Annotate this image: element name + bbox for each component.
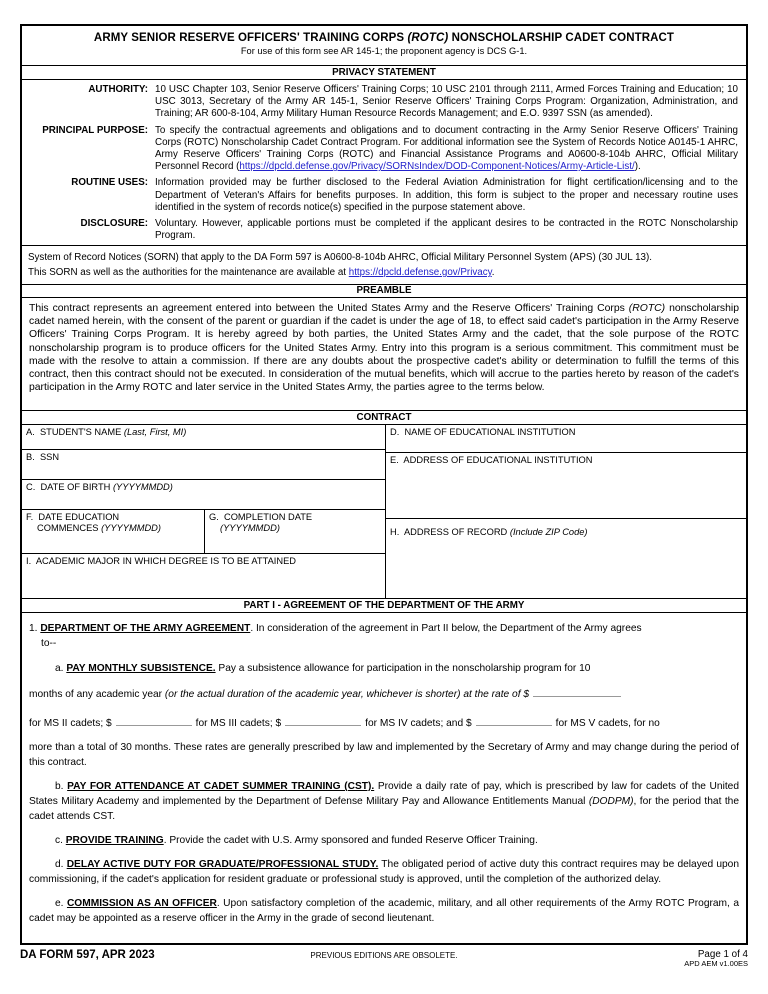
ms5-rate-blank[interactable] — [476, 715, 552, 726]
field-completion-date-label: G. COMPLETION DATE — [209, 512, 313, 522]
field-ssn-label: B. SSN — [26, 452, 60, 462]
paragraph-a-text2-pre: months of any academic year — [29, 689, 165, 700]
routine-uses-label: ROUTINE USES: — [71, 177, 148, 189]
preamble-rotc-italic: (ROTC) — [628, 303, 666, 314]
field-educational-institution-name-label: D. NAME OF EDUCATIONAL INSTITUTION — [390, 427, 576, 437]
paragraph-1-number: 1. — [29, 623, 41, 634]
preamble-text-pre: This contract represents an agreement entered into between the United States Army and the Reserve Officers' Training Corps — [29, 303, 629, 314]
form-subtitle: For use of this form see AR 145-1; the proponent agency is DCS G-1. — [240, 46, 528, 56]
field-date-of-birth-hint: (YYYYMMDD) — [112, 482, 173, 492]
principal-purpose-text — [155, 125, 738, 174]
sorn-index-link[interactable]: https://dpcld.defense.gov/Privacy/SORNsIndex/DOD-Component-Notices/Army-Article-List/ — [239, 161, 635, 173]
ms2-segment: for MS II cadets; $ — [29, 718, 112, 729]
form-title-post: NONSCHOLARSHIP CADET CONTRACT — [448, 32, 675, 44]
privacy-item-principal-purpose — [26, 125, 738, 174]
field-address-of-record[interactable] — [386, 519, 746, 598]
field-date-of-birth[interactable] — [22, 480, 385, 510]
paragraph-c-heading: PROVIDE TRAINING — [65, 835, 164, 846]
field-address-of-record-hint: (Include ZIP Code) — [509, 527, 588, 537]
field-students-name-label: A. STUDENT'S NAME — [26, 427, 124, 437]
field-completion-date[interactable] — [205, 510, 385, 553]
field-date-education-commences-label-line1: F. DATE EDUCATION — [26, 512, 120, 522]
form-number: DA FORM 597, APR 2023 — [20, 949, 155, 961]
paragraph-b-letter: b. — [55, 781, 68, 792]
privacy-item-routine-uses — [26, 177, 738, 214]
field-address-of-record-label: H. ADDRESS OF RECORD — [390, 527, 510, 537]
sorn-line-2-post: . — [491, 267, 495, 278]
form-title — [22, 32, 746, 44]
preamble-text — [22, 298, 746, 411]
principal-purpose-text-post: ). — [634, 161, 641, 173]
sorn-line-2 — [28, 265, 738, 280]
privacy-link[interactable]: https://dpcld.defense.gov/Privacy — [348, 267, 492, 278]
paragraph-d — [29, 857, 739, 887]
preamble-text-post: nonscholarship cadet named herein, with the consent of the parent or guardian if the cadet is under the age of 18, to effect said cadet's participation in the Army Reserve Officers' Training Corps Program. It is hereby agreed by both parties, the United States Army and the cadet, that the sole purpose of the ROTC nonscholarship program is to produce officers for the United States Army. Entry into this program is a serious commitment. This commitment must be made with the resolve to attain a commission. If there are any doubts about the prospective cadet's ability or determination to fulfill the terms of this contract, then this contract should not be executed. In consideration of the mutual benefits, which will accrue to the parties hereto by reason of the cadet's participation in the Army ROTC and later service in the United States Army, the parties agree to the terms below. — [29, 303, 739, 394]
field-date-education-commences-hint: (YYYYMMDD) — [101, 523, 161, 533]
field-educational-institution-name[interactable] — [386, 425, 746, 453]
preamble-header: PREAMBLE — [22, 285, 746, 298]
paragraph-a-line3 — [29, 715, 739, 731]
form-header — [22, 26, 746, 66]
paragraph-b-heading: PAY FOR ATTENDANCE AT CADET SUMMER TRAINING (CST). — [67, 781, 375, 792]
field-date-education-commences[interactable] — [22, 510, 205, 553]
field-educational-institution-address[interactable] — [386, 453, 746, 519]
ms5-segment: for MS V cadets, for no — [555, 718, 660, 729]
subsistence-rate-blank[interactable] — [533, 686, 621, 697]
privacy-statement-body — [22, 80, 746, 246]
disclosure-text: Voluntary. However, applicable portions must be completed if the applicant desires to be contracted in the ROTC Nonscholarship Program. — [155, 218, 738, 242]
sorn-line-1: System of Record Notices (SORN) that apply to the DA Form 597 is A0600-8-104b AHRC, Official Military Personnel System (APS) (30 JUL 13). — [28, 252, 652, 263]
routine-uses-text: Information provided may be further disclosed to the Federal Aviation Administration for flight certification/licensing and to the Department of Veteran's Affairs for benefits purposes. In addition, this form is subject to the proper and necessary routine uses identified in the system of records notice(s) specified in the purpose statement above. — [155, 177, 738, 213]
contract-row-f-g — [22, 510, 385, 554]
paragraph-c-text: . Provide the cadet with U.S. Army sponsored and funded Reserve Officer Training. — [163, 835, 538, 846]
field-academic-major[interactable] — [22, 554, 385, 598]
principal-purpose-label: PRINCIPAL PURPOSE: — [42, 124, 148, 136]
field-students-name[interactable] — [22, 425, 385, 450]
paragraph-1-text: . In consideration of the agreement in Part II below, the Department of the Army agrees — [250, 623, 642, 634]
paragraph-c-letter: c. — [55, 835, 66, 846]
privacy-statement-header: PRIVACY STATEMENT — [22, 66, 746, 80]
form-title-pre: ARMY SENIOR RESERVE OFFICERS' TRAINING CORPS — [93, 32, 408, 44]
form-title-rotc-italic: (ROTC) — [407, 32, 449, 44]
paragraph-1-continuation: to-- — [41, 638, 57, 649]
paragraph-b — [29, 779, 739, 824]
paragraph-b-text-post: , for the period that the cadet attends CST. — [29, 796, 739, 822]
part1-body — [22, 613, 746, 943]
contract-header: CONTRACT — [22, 411, 746, 425]
paragraph-d-text: The obligated period of active duty this contract requires may be delayed upon commissioning, if the cadet's application for resident graduate or professional study is approved, until the completion of the authorized delay. — [29, 859, 739, 885]
paragraph-b-text-pre: Provide a daily rate of pay, which is prescribed by law for cadets of the United States Military Academy and implemented by the Department of Defense Military Pay and Allowance Entitlements Manual — [29, 781, 740, 807]
paragraph-a-line1 — [29, 661, 739, 676]
disclosure-label: DISCLOSURE: — [80, 218, 148, 230]
paragraph-d-heading: DELAY ACTIVE DUTY FOR GRADUATE/PROFESSIONAL STUDY. — [66, 859, 379, 870]
field-date-education-commences-label-line2: COMMENCES (YYYYMMDD) — [37, 523, 161, 533]
obsolete-note: PREVIOUS EDITIONS ARE OBSOLETE. — [310, 951, 458, 960]
authority-text: 10 USC Chapter 103, Senior Reserve Officers' Training Corps; 10 USC 2101 through 2111, Armed Forces Training and Education; 10 USC 3013, Secretary of the Army AR 145-1, Senior Reserve Officers' Training Corps Program: Organization, Administration, and Training; AR 600-8-104, Army Military Human Resource Records Management; and E.O. 9397 SSN (as amended). — [155, 84, 738, 120]
ms4-rate-blank[interactable] — [285, 715, 361, 726]
paragraph-a-text1: Pay a subsistence allowance for participation in the nonscholarship program for 10 — [215, 663, 591, 674]
paragraph-e-letter: e. — [55, 898, 67, 909]
field-date-of-birth-label: C. DATE OF BIRTH — [26, 482, 113, 492]
apd-version: APD AEM v1.00ES — [684, 959, 749, 968]
paragraph-b-dodpm-italic: (DODPM) — [588, 796, 634, 807]
ms3-rate-blank[interactable] — [116, 715, 192, 726]
principal-purpose-text-pre: To specify the contractual agreements and obligations and to document contracting in the Army Senior Reserve Officers' Training Corps (ROTC) Nonscholarship Cadet Contract Program. For additional information see the System of Records Notice A0145-1 AHRC, Army Reserve Officers' Training Corps (ROTC) and Financial Assistance Programs and A0600-8-104b AHRC, Official Military Personnel Record ( — [155, 124, 738, 173]
privacy-item-disclosure — [26, 218, 738, 242]
paragraph-a-line2 — [29, 686, 739, 702]
ms3-segment: for MS III cadets; $ — [195, 718, 282, 729]
paragraph-e — [29, 896, 739, 926]
field-completion-date-hint: (YYYYMMDD) — [220, 523, 280, 533]
authority-label: AUTHORITY: — [88, 84, 148, 95]
paragraph-a-heading: PAY MONTHLY SUBSISTENCE. — [66, 663, 216, 674]
contract-right-column — [385, 425, 746, 598]
contract-left-column — [22, 425, 385, 598]
field-academic-major-label: I. ACADEMIC MAJOR IN WHICH DEGREE IS TO BE ATTAINED — [26, 556, 296, 566]
paragraph-1 — [29, 621, 739, 636]
paragraph-1-heading: DEPARTMENT OF THE ARMY AGREEMENT — [40, 623, 251, 634]
paragraph-c — [29, 833, 739, 848]
sorn-note — [22, 246, 746, 285]
sorn-line-2-pre: This SORN as well as the authorities for the maintenance are available at — [28, 267, 349, 278]
field-students-name-hint: (Last, First, MI) — [123, 427, 187, 437]
paragraph-e-text: . Upon satisfactory completion of the academic, military, and all other requirements of the Army ROTC Program, a cadet may be appointed as a reserve officer in the Army in the grade of second lieutenant. — [29, 898, 739, 924]
paragraph-a-text2-italic: (or the actual duration of the academic year, whichever is shorter) at the rate of $ — [164, 689, 530, 700]
contract-grid — [22, 425, 746, 599]
paragraph-a-letter: a. — [55, 663, 67, 674]
ms4-segment: for MS IV cadets; and $ — [365, 718, 472, 729]
privacy-item-authority — [26, 84, 738, 121]
form-body — [20, 24, 748, 945]
page-footer — [20, 949, 748, 968]
paragraph-d-letter: d. — [55, 859, 67, 870]
page-indicator: Page 1 of 4 — [697, 949, 749, 960]
paragraph-e-heading: COMMISSION AS AN OFFICER — [66, 898, 217, 909]
part1-header: PART I - AGREEMENT OF THE DEPARTMENT OF THE ARMY — [22, 599, 746, 613]
footer-right — [505, 949, 748, 968]
paragraph-a-continuation: more than a total of 30 months. These rates are generally prescribed by law and implemented by the Secretary of Army and may change during the period of this contract. — [29, 742, 739, 768]
field-educational-institution-address-label: E. ADDRESS OF EDUCATIONAL INSTITUTION — [390, 455, 593, 465]
field-ssn[interactable] — [22, 450, 385, 480]
